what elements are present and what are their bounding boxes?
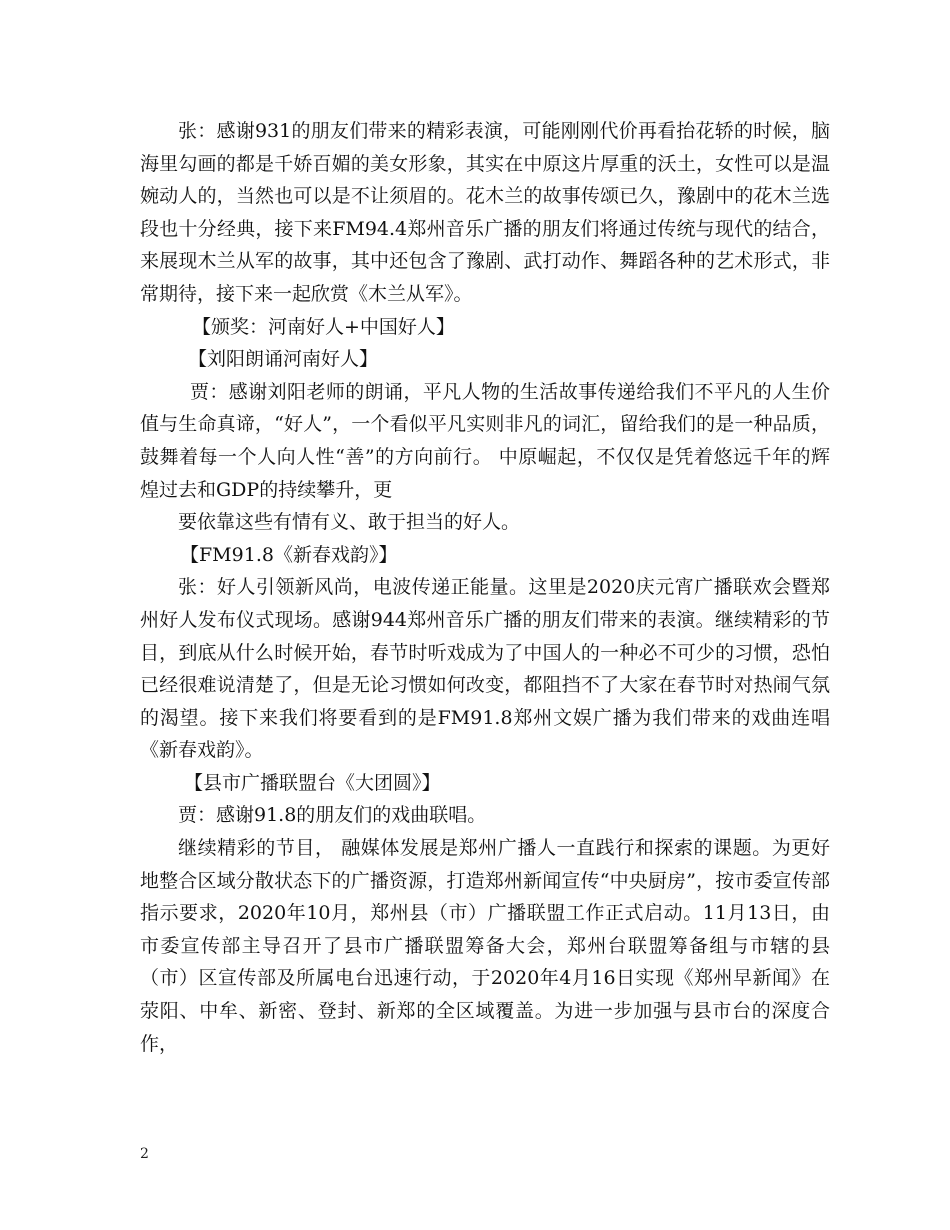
section-heading-liuyang-recital: 【刘阳朗诵河南好人】 [188, 348, 379, 371]
paragraph-zhang-opera: 张：好人引领新风尚，电波传递正能量。这里是2020庆元宵广播联欢会暨郑州好人发布仪式现场。感谢944郑州音乐广播的朋友们带来的表演。继续精彩的节目，到底从什么时候开始，春节时听戏成为了中国人的一种必不可少的习惯，恐怕已经很难说清楚了，但是无论习惯如何改变，都阻挡不了大家在春节时对热闹气氛的渴望。接下来我们将要看到的是FM91.8郑州文娱广播为我们带来的戏曲连唱《新春戏韵》。 [140, 576, 830, 762]
section-heading-fm918: 【FM91.8《新春戏韵》】 [180, 543, 398, 566]
paragraph-continuation: 要依靠这些有情有义、敢于担当的好人。 [178, 511, 521, 534]
section-heading-county-alliance: 【县市广播联盟台《大团圆》】 [184, 771, 441, 794]
page-content [140, 115, 830, 1060]
paragraph-zhang-mulan: 张：感谢931的朋友们带来的精彩表演，可能刚刚代价再看抬花轿的时候，脑海里勾画的都是千娇百媚的美女形象，其实在中原这片厚重的沃土，女性可以是温婉动人的，当然也可以是不让须眉的。花木兰的故事传颂已久，豫剧中的花木兰选段也十分经典，接下来FM94.4郑州音乐广播的朋友们将通过传统与现代的结合，来展现木兰从军的故事，其中还包含了豫剧、武打动作、舞蹈各种的艺术形式，非常期待，接下来一起欣赏《木兰从军》。 [140, 120, 830, 305]
section-heading-award: 【颁奖：河南好人+中国好人】 [192, 315, 455, 338]
paragraph-media-fusion: 继续精彩的节目， 融媒体发展是郑州广播人一直践行和探索的课题。为更好地整合区域分散状态下的广播资源，打造郑州新闻宣传“中央厨房”，按市委宣传部指示要求，2020年10月，郑州县（市）广播联盟工作正式启动。11月13日，由市委宣传部主导召开了县市广播联盟筹备大会，郑州台联盟筹备组与市辖的县（市）区宣传部及所属电台迅速行动，于2020年4月16日实现《郑州早新闻》在荥阳、中牟、新密、登封、新郑的全区域覆盖。为进一步加强与县市台的深度合作， [140, 837, 830, 1055]
page-number: 2 [140, 1146, 149, 1162]
paragraph-jia-thanks: 贾：感谢91.8的朋友们的戏曲联唱。 [178, 804, 487, 827]
paragraph-jia-good-people: 贾：感谢刘阳老师的朗诵，平凡人物的生活故事传递给我们不平凡的人生价值与生命真谛，“好人”，一个看似平凡实则非凡的词汇，留给我们的是一种品质，鼓舞着每一个人向人性“善”的方向前行。 中原崛起，不仅仅是凭着悠远千年的辉煌过去和GDP的持续攀升，更 [140, 380, 830, 501]
